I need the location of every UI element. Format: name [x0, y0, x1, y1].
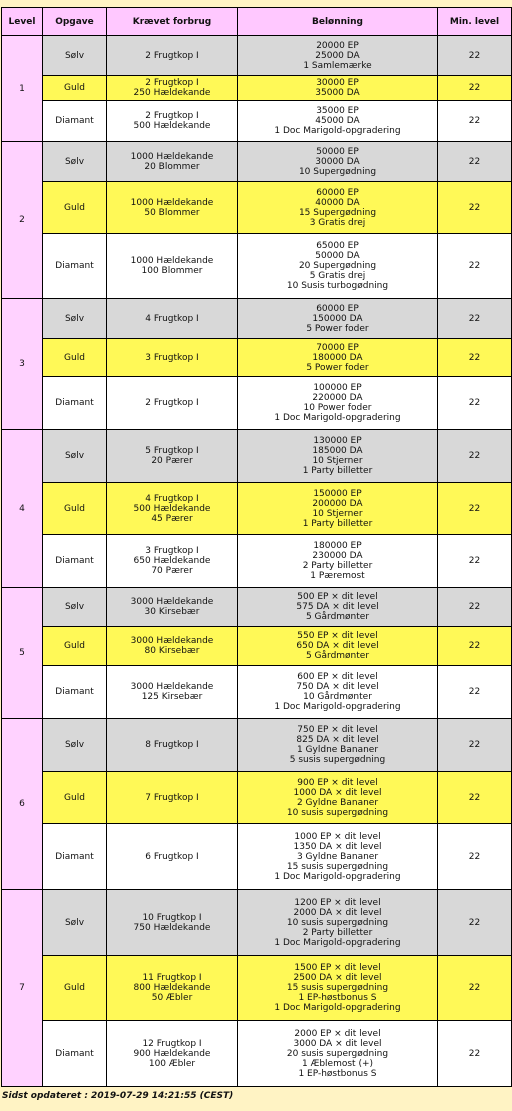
opgave-cell: Diamant — [43, 824, 107, 890]
header-belonning: Belønning — [238, 8, 438, 36]
forbrug-line: 3000 Hældekande — [130, 682, 214, 692]
opgave-cell: Guld — [43, 76, 107, 101]
forbrug-line: 80 Kirsebær — [144, 646, 200, 656]
forbrug-cell — [107, 36, 238, 76]
forbrug-line: 4 Frugtkop I — [145, 493, 199, 504]
belonning-cell — [238, 76, 438, 101]
min-level-cell: 22 — [438, 483, 512, 535]
belonning-line: 1 Æblemost (+) — [301, 1058, 374, 1069]
header-level: Level — [2, 8, 43, 36]
belonning-line: 5 susis supergødning — [289, 755, 386, 765]
belonning-line: 65000 EP — [316, 241, 359, 251]
table-row — [2, 719, 512, 772]
belonning-cell — [238, 182, 438, 234]
belonning-line: 20 Supergødning — [298, 261, 377, 271]
forbrug-cell — [107, 956, 238, 1021]
forbrug-line: 100 Æbler — [148, 1058, 196, 1069]
belonning-line: 45000 DA — [315, 116, 360, 126]
forbrug-cell — [107, 824, 238, 890]
belonning-line: 5 Power foder — [306, 323, 369, 334]
forbrug-cell — [107, 535, 238, 588]
belonning-cell — [238, 483, 438, 535]
forbrug-line: 900 Hældekande — [133, 1048, 211, 1059]
forbrug-line: 45 Pærer — [151, 513, 193, 524]
belonning-line: 1 Doc Marigold-opgradering — [274, 126, 401, 136]
forbrug-line: 3 Frugtkop I — [145, 546, 199, 556]
opgave-cell: Guld — [43, 339, 107, 377]
belonning-cell — [238, 377, 438, 430]
table-row — [2, 377, 512, 430]
belonning-line: 1000 EP × dit level — [294, 831, 381, 842]
min-level-cell: 22 — [438, 299, 512, 339]
opgave-cell: Guld — [43, 182, 107, 234]
belonning-line: 10 Stjerner — [312, 456, 363, 466]
table-row — [2, 339, 512, 377]
belonning-line: 10 Gårdmønter — [303, 692, 372, 702]
forbrug-cell — [107, 339, 238, 377]
forbrug-line: 10 Frugtkop I — [142, 912, 202, 923]
forbrug-line: 750 Hældekande — [133, 922, 211, 933]
forbrug-line: 3000 Hældekande — [130, 597, 214, 607]
min-level-cell: 22 — [438, 36, 512, 76]
opgave-cell: Sølv — [43, 719, 107, 772]
min-level-cell: 22 — [438, 666, 512, 719]
table-row — [2, 182, 512, 234]
belonning-line: 2000 DA × dit level — [293, 907, 382, 918]
belonning-line: 50000 DA — [315, 251, 360, 261]
forbrug-line: 250 Hældekande — [133, 88, 211, 98]
belonning-cell — [238, 142, 438, 182]
forbrug-line: 3000 Hældekande — [130, 636, 214, 646]
belonning-line: 1 Doc Marigold-opgradering — [274, 871, 401, 882]
min-level-cell: 22 — [438, 339, 512, 377]
forbrug-line: 125 Kirsebær — [141, 692, 203, 702]
belonning-line: 5 Gårdmønter — [305, 651, 370, 661]
belonning-line: 550 EP × dit level — [297, 631, 378, 641]
min-level-cell: 22 — [438, 76, 512, 101]
belonning-cell — [238, 824, 438, 890]
table-row — [2, 430, 512, 483]
min-level-cell: 22 — [438, 890, 512, 956]
belonning-line: 600 EP × dit level — [297, 672, 378, 682]
belonning-cell — [238, 299, 438, 339]
opgave-cell: Sølv — [43, 299, 107, 339]
min-level-cell: 22 — [438, 627, 512, 666]
belonning-line: 35000 EP — [316, 106, 359, 116]
opgave-cell: Sølv — [43, 588, 107, 627]
belonning-line: 500 EP × dit level — [297, 592, 378, 602]
belonning-line: 150000 DA — [312, 313, 363, 324]
forbrug-line: 5 Frugtkop I — [145, 446, 199, 456]
opgave-cell: Diamant — [43, 234, 107, 299]
belonning-line: 1 Gyldne Bananer — [296, 745, 379, 755]
table-row — [2, 772, 512, 824]
belonning-line: 150000 EP — [313, 488, 362, 499]
belonning-line: 3 Gratis drej — [309, 217, 366, 228]
belonning-line: 15 susis supergødning — [286, 861, 389, 872]
table-row — [2, 956, 512, 1021]
belonning-line: 60000 EP — [316, 303, 359, 314]
forbrug-cell — [107, 666, 238, 719]
min-level-cell: 22 — [438, 142, 512, 182]
forbrug-line: 50 Æbler — [151, 993, 193, 1003]
belonning-line: 60000 EP — [316, 187, 359, 198]
belonning-line: 1 Party billetter — [302, 466, 373, 476]
forbrug-line: 1000 Hældekande — [130, 151, 214, 162]
forbrug-line: 6 Frugtkop I — [145, 851, 199, 862]
table-row — [2, 535, 512, 588]
opgave-cell: Diamant — [43, 666, 107, 719]
opgave-cell: Diamant — [43, 101, 107, 142]
forbrug-line: 2 Frugtkop I — [145, 78, 199, 88]
belonning-line: 5 Power foder — [306, 362, 369, 373]
min-level-cell: 22 — [438, 377, 512, 430]
header-opgave: Opgave — [43, 8, 107, 36]
min-level-cell: 22 — [438, 956, 512, 1021]
opgave-cell: Sølv — [43, 36, 107, 76]
forbrug-line: 7 Frugtkop I — [145, 792, 199, 803]
belonning-line: 10 Susis turbogødning — [286, 281, 389, 291]
belonning-line: 900 EP × dit level — [297, 777, 378, 788]
forbrug-line: 2 Frugtkop I — [145, 111, 199, 121]
belonning-line: 1 Doc Marigold-opgradering — [274, 1003, 401, 1013]
forbrug-line: 4 Frugtkop I — [145, 313, 199, 324]
belonning-line: 185000 DA — [312, 446, 363, 456]
opgave-cell: Guld — [43, 627, 107, 666]
min-level-cell: 22 — [438, 234, 512, 299]
level-cell: 7 — [2, 890, 43, 1087]
opgave-cell: Diamant — [43, 535, 107, 588]
forbrug-cell — [107, 588, 238, 627]
opgave-cell: Sølv — [43, 430, 107, 483]
forbrug-line: 500 Hældekande — [133, 503, 211, 514]
table-row — [2, 299, 512, 339]
table-row — [2, 890, 512, 956]
belonning-line: 1000 DA × dit level — [293, 787, 382, 798]
belonning-line: 825 DA × dit level — [296, 735, 379, 745]
belonning-line: 180000 EP — [313, 541, 362, 551]
belonning-line: 50000 EP — [316, 146, 359, 157]
min-level-cell: 22 — [438, 182, 512, 234]
belonning-line: 1 EP-høstbonus S — [298, 1068, 377, 1079]
belonning-line: 30000 EP — [316, 78, 359, 88]
opgave-cell: Sølv — [43, 142, 107, 182]
level-cell: 3 — [2, 299, 43, 430]
opgave-cell: Sølv — [43, 890, 107, 956]
belonning-line: 100000 EP — [313, 383, 362, 393]
belonning-line: 15 susis supergødning — [286, 983, 389, 993]
belonning-cell — [238, 101, 438, 142]
belonning-line: 35000 DA — [315, 88, 360, 98]
table-row — [2, 483, 512, 535]
last-updated-footer: Sidst opdateret : 2019-07-29 14:21:55 (CEST) — [2, 1091, 234, 1101]
forbrug-line: 100 Blommer — [141, 266, 203, 276]
belonning-line: 25000 DA — [315, 50, 360, 61]
belonning-line: 1200 EP × dit level — [294, 897, 381, 908]
forbrug-cell — [107, 182, 238, 234]
forbrug-line: 800 Hældekande — [133, 983, 211, 993]
table-row — [2, 76, 512, 101]
table-row — [2, 627, 512, 666]
table-row — [2, 824, 512, 890]
forbrug-line: 3 Frugtkop I — [145, 352, 199, 363]
belonning-line: 3000 DA × dit level — [293, 1038, 382, 1049]
header-min-level: Min. level — [438, 8, 512, 36]
min-level-cell: 22 — [438, 101, 512, 142]
min-level-cell: 22 — [438, 1021, 512, 1087]
belonning-line: 1350 DA × dit level — [293, 841, 382, 852]
belonning-cell — [238, 1021, 438, 1087]
belonning-line: 1 Doc Marigold-opgradering — [274, 937, 401, 948]
forbrug-cell — [107, 377, 238, 430]
belonning-cell — [238, 535, 438, 588]
belonning-line: 10 Supergødning — [298, 166, 377, 177]
belonning-line: 5 Gratis drej — [309, 271, 366, 281]
table-row — [2, 666, 512, 719]
belonning-line: 2 Party billetter — [302, 561, 373, 571]
forbrug-cell — [107, 101, 238, 142]
belonning-cell — [238, 234, 438, 299]
opgave-cell: Diamant — [43, 1021, 107, 1087]
opgave-cell: Guld — [43, 772, 107, 824]
belonning-line: 10 Power foder — [303, 403, 372, 413]
belonning-line: 5 Gårdmønter — [305, 612, 370, 622]
belonning-line: 2000 EP × dit level — [294, 1028, 381, 1039]
belonning-line: 70000 EP — [316, 342, 359, 353]
level-cell: 1 — [2, 36, 43, 142]
belonning-line: 20000 EP — [316, 40, 359, 51]
belonning-line: 2500 DA × dit level — [293, 973, 382, 983]
belonning-line: 10 Stjerner — [312, 508, 363, 519]
forbrug-line: 1000 Hældekande — [130, 256, 214, 266]
forbrug-cell — [107, 719, 238, 772]
belonning-cell — [238, 719, 438, 772]
opgave-cell: Guld — [43, 483, 107, 535]
forbrug-line: 12 Frugtkop I — [142, 1038, 202, 1049]
belonning-line: 200000 DA — [312, 498, 363, 509]
belonning-cell — [238, 666, 438, 719]
belonning-cell — [238, 339, 438, 377]
min-level-cell: 22 — [438, 588, 512, 627]
belonning-line: 650 DA × dit level — [296, 641, 379, 651]
belonning-line: 30000 DA — [315, 156, 360, 167]
level-cell: 5 — [2, 588, 43, 719]
belonning-line: 1 EP-høstbonus S — [298, 993, 377, 1003]
belonning-line: 3 Gyldne Bananer — [296, 851, 379, 862]
table-body — [2, 36, 512, 1087]
table-row — [2, 234, 512, 299]
header-row — [2, 8, 512, 36]
belonning-line: 575 DA × dit level — [296, 602, 379, 612]
table-row — [2, 1021, 512, 1087]
forbrug-line: 2 Frugtkop I — [145, 50, 199, 61]
belonning-line: 1 Party billetter — [302, 518, 373, 529]
belonning-line: 750 EP × dit level — [297, 725, 378, 735]
forbrug-line: 650 Hældekande — [133, 556, 211, 566]
forbrug-cell — [107, 1021, 238, 1087]
level-cell: 2 — [2, 142, 43, 299]
belonning-cell — [238, 36, 438, 76]
belonning-line: 750 DA × dit level — [296, 682, 379, 692]
forbrug-line: 1000 Hældekande — [130, 197, 214, 208]
forbrug-cell — [107, 430, 238, 483]
belonning-cell — [238, 588, 438, 627]
forbrug-line: 11 Frugtkop I — [142, 973, 202, 983]
forbrug-cell — [107, 299, 238, 339]
belonning-cell — [238, 627, 438, 666]
belonning-cell — [238, 430, 438, 483]
belonning-cell — [238, 890, 438, 956]
opgave-cell: Diamant — [43, 377, 107, 430]
min-level-cell: 22 — [438, 430, 512, 483]
table-row — [2, 101, 512, 142]
belonning-line: 230000 DA — [312, 551, 363, 561]
level-cell: 4 — [2, 430, 43, 588]
table-row — [2, 142, 512, 182]
forbrug-line: 50 Blommer — [144, 207, 200, 218]
header-kraevet-forbrug: Krævet forbrug — [107, 8, 238, 36]
opgave-cell: Guld — [43, 956, 107, 1021]
belonning-line: 220000 DA — [312, 393, 363, 403]
belonning-line: 180000 DA — [312, 352, 363, 363]
belonning-line: 1 Doc Marigold-opgradering — [274, 702, 401, 712]
forbrug-cell — [107, 627, 238, 666]
table-row — [2, 588, 512, 627]
forbrug-cell — [107, 76, 238, 101]
belonning-line: 1 Pæremost — [310, 571, 365, 581]
forbrug-cell — [107, 234, 238, 299]
belonning-line: 10 susis supergødning — [286, 807, 389, 818]
belonning-cell — [238, 772, 438, 824]
belonning-line: 1 Samlemærke — [303, 60, 372, 71]
table-row — [2, 36, 512, 76]
belonning-line: 130000 EP — [313, 436, 362, 446]
belonning-line: 2 Party billetter — [302, 927, 373, 938]
belonning-line: 10 susis supergødning — [286, 917, 389, 928]
belonning-line: 2 Gyldne Bananer — [296, 797, 379, 808]
forbrug-cell — [107, 483, 238, 535]
forbrug-line: 20 Pærer — [151, 456, 193, 466]
min-level-cell: 22 — [438, 719, 512, 772]
belonning-line: 1500 EP × dit level — [294, 963, 381, 973]
rewards-table — [1, 7, 512, 1087]
forbrug-cell — [107, 890, 238, 956]
forbrug-line: 70 Pærer — [151, 566, 193, 576]
min-level-cell: 22 — [438, 824, 512, 890]
belonning-line: 15 Supergødning — [298, 207, 377, 218]
forbrug-line: 500 Hældekande — [133, 121, 211, 131]
forbrug-line: 8 Frugtkop I — [145, 740, 199, 750]
belonning-line: 20 susis supergødning — [286, 1048, 389, 1059]
min-level-cell: 22 — [438, 772, 512, 824]
forbrug-cell — [107, 772, 238, 824]
forbrug-line: 2 Frugtkop I — [145, 398, 199, 408]
forbrug-line: 30 Kirsebær — [144, 607, 200, 617]
belonning-cell — [238, 956, 438, 1021]
belonning-line: 40000 DA — [315, 197, 360, 208]
forbrug-cell — [107, 142, 238, 182]
min-level-cell: 22 — [438, 535, 512, 588]
level-cell: 6 — [2, 719, 43, 890]
forbrug-line: 20 Blommer — [144, 161, 200, 172]
belonning-line: 1 Doc Marigold-opgradering — [274, 413, 401, 423]
